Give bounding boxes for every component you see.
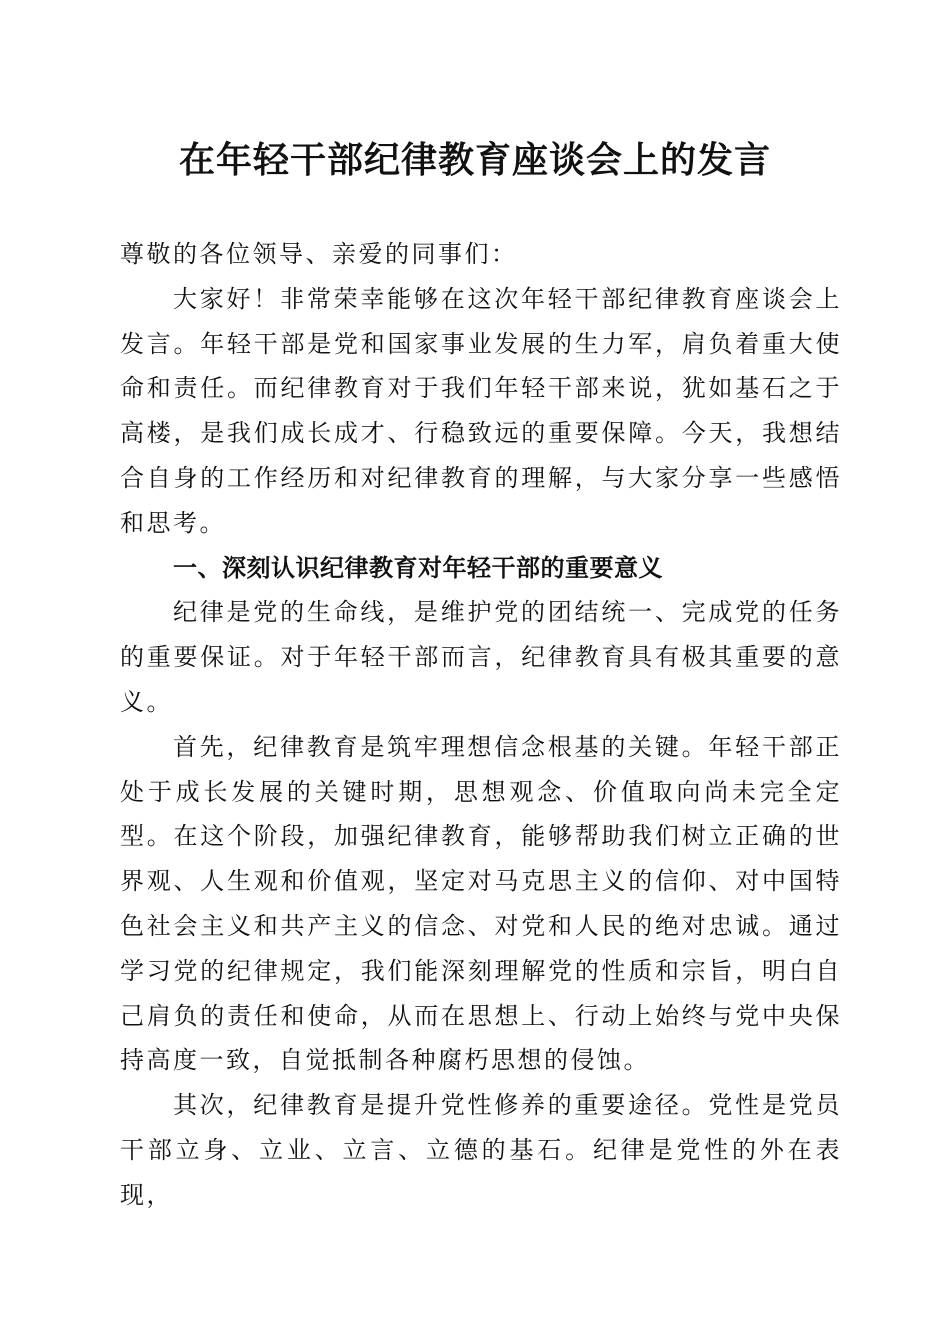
document-body bbox=[120, 232, 842, 1218]
paragraph-first-point: 首先，纪律教育是筑牢理想信念根基的关键。年轻干部正处于成长发展的关键时期，思想观念、价值取向尚未完全定型。在这个阶段，加强纪律教育，能够帮助我们树立正确的世界观、人生观和价值观，坚定对马克思主义的信仰、对中国特色社会主义和共产主义的信念、对党和人民的绝对忠诚。通过学习党的纪律规定，我们能深刻理解党的性质和宗旨，明白自己肩负的责任和使命，从而在思想上、行动上始终与党中央保持高度一致，自觉抵制各种腐朽思想的侵蚀。 bbox=[120, 732, 842, 1075]
document-title: 在年轻干部纪律教育座谈会上的发言 bbox=[178, 139, 771, 181]
salutation: 尊敬的各位领导、亲爱的同事们： bbox=[120, 240, 518, 268]
paragraph-intro: 大家好！非常荣幸能够在这次年轻干部纪律教育座谈会上发言。年轻干部是党和国家事业发展的生力军，肩负着重大使命和责任。而纪律教育对于我们年轻干部来说，犹如基石之于高楼，是我们成长成才、行稳致远的重要保障。今天，我想结合自身的工作经历和对纪律教育的理解，与大家分享一些感悟和思考。 bbox=[120, 284, 842, 537]
section-heading-1: 一、深刻认识纪律教育对年轻干部的重要意义 bbox=[173, 553, 663, 582]
paragraph-second-point: 其次，纪律教育是提升党性修养的重要途径。党性是党员干部立身、立业、立言、立德的基石。纪律是党性的外在表现， bbox=[120, 1091, 842, 1209]
paragraph-discipline-lifeline: 纪律是党的生命线，是维护党的团结统一、完成党的任务的重要保证。对于年轻干部而言，纪律教育具有极其重要的意义。 bbox=[120, 598, 842, 716]
